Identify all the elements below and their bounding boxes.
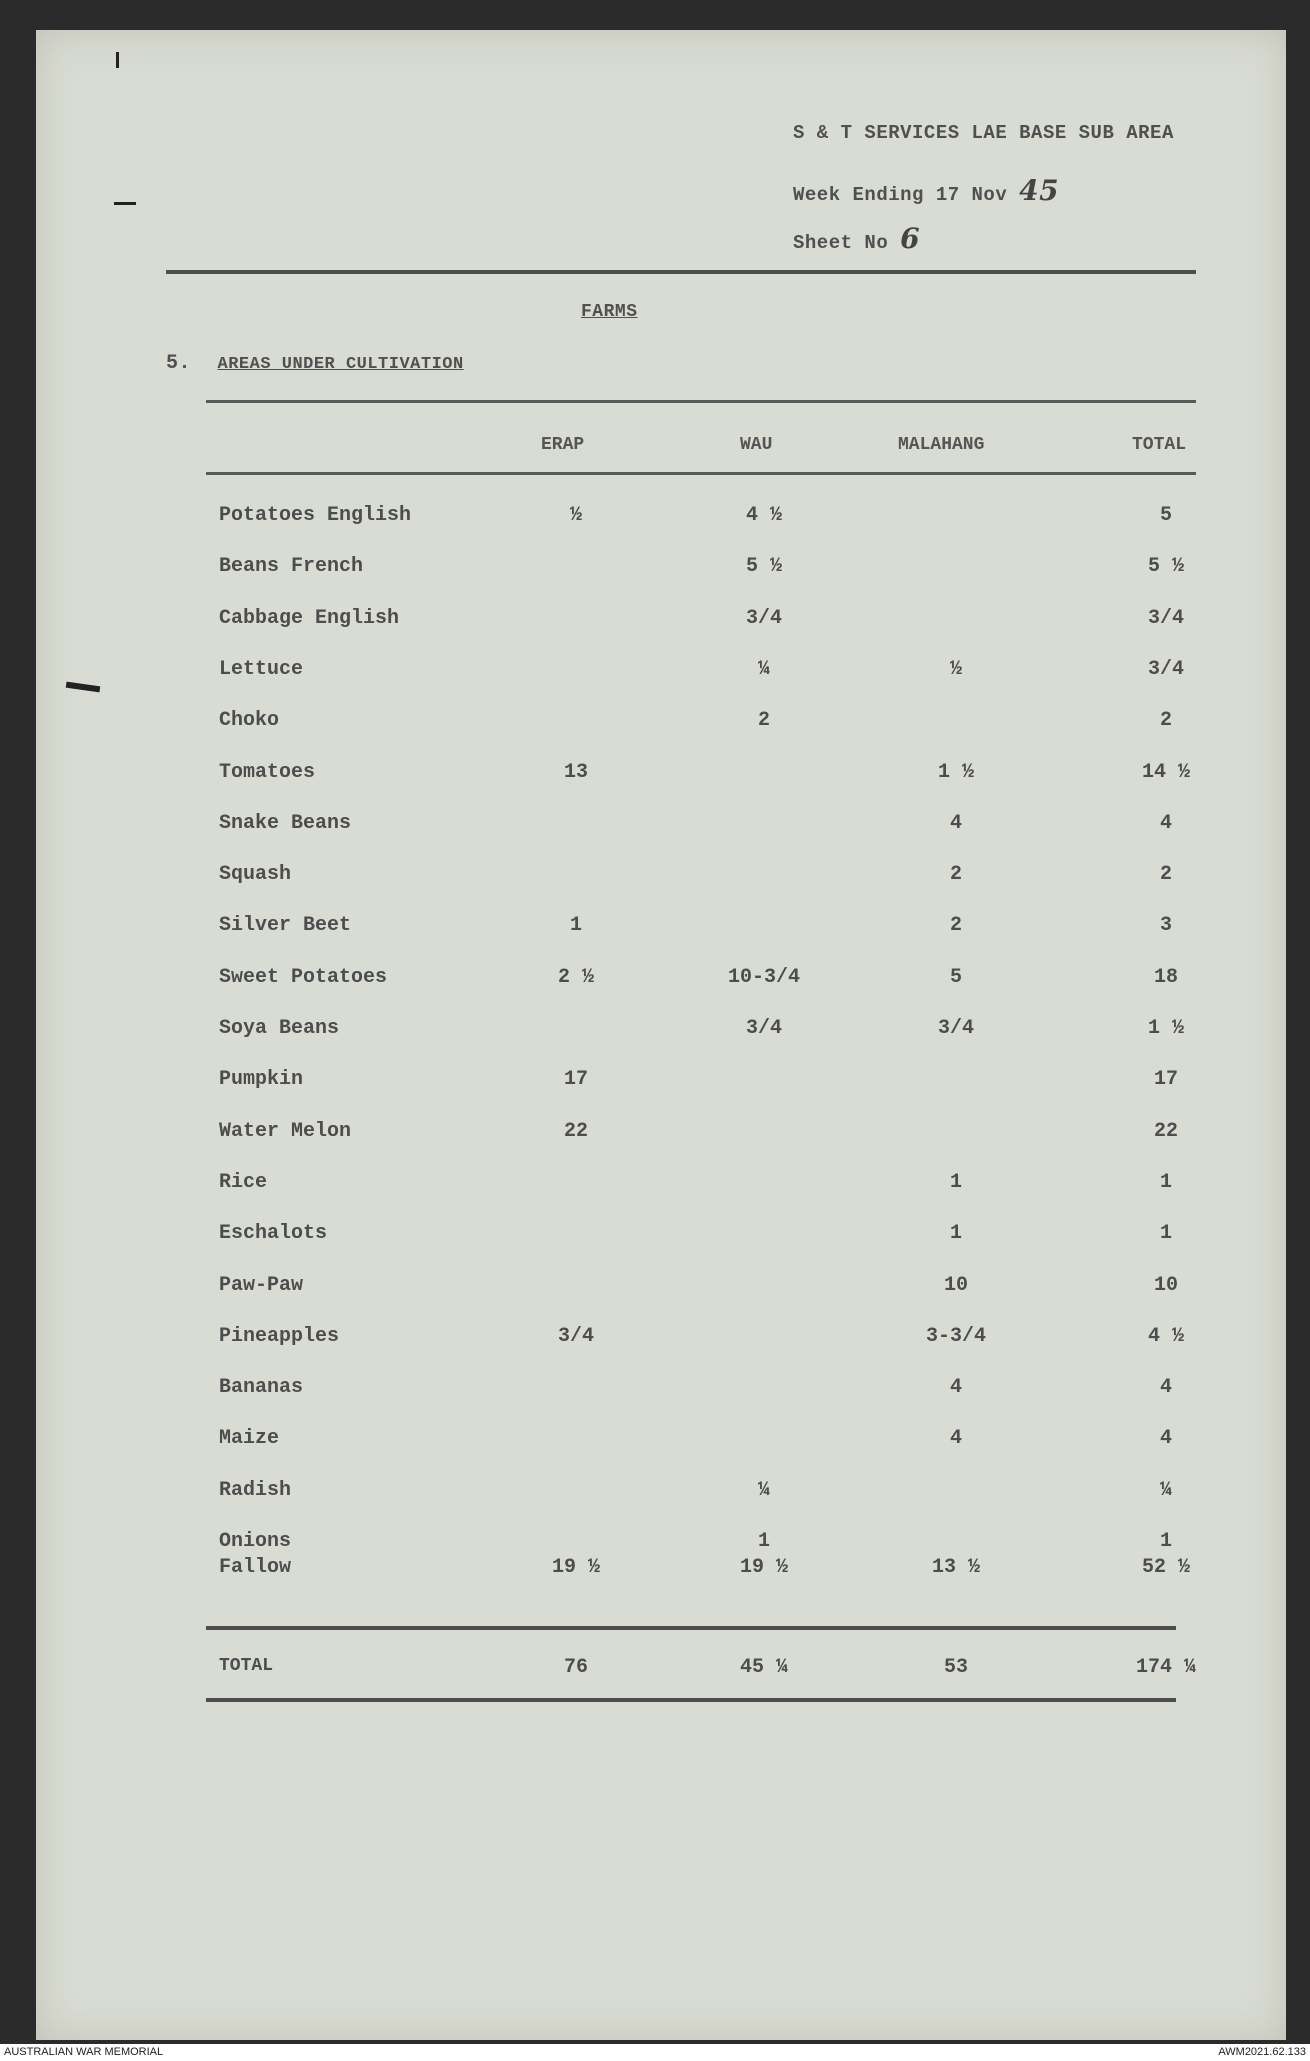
table-row [36,914,1286,950]
cell-malahang: 1 [949,1222,962,1245]
header-rule [166,270,1196,274]
table-row [36,504,1286,540]
column-header-total: TOTAL [1132,435,1187,455]
row-label: TOTAL [219,1656,274,1676]
cell-total: 10 [1153,1274,1178,1297]
table-row [36,607,1286,643]
total-top-rule [206,1626,1176,1630]
table-row [36,1222,1286,1258]
section-title: FARMS [581,302,638,322]
cell-malahang: 53 [943,1656,968,1679]
table-row [36,1017,1286,1053]
cell-erap: 3/4 [557,1325,594,1348]
sheet-label: Sheet No [793,232,889,254]
row-label: Maize [219,1427,280,1450]
table-row [36,1427,1286,1463]
fallow-row [36,1556,1286,1592]
column-header-malahang: MALAHANG [898,435,985,455]
cell-total: 2 [1159,863,1172,886]
row-label: Soya Beans [219,1017,340,1040]
table-row [36,761,1286,797]
cell-total: ¼ [1159,1479,1172,1502]
cell-total: 3/4 [1147,607,1184,630]
row-label: Tomatoes [219,761,316,784]
cell-malahang: ½ [949,658,962,681]
cell-total: 1 [1159,1171,1172,1194]
cell-malahang: 3/4 [937,1017,974,1040]
row-label: Pumpkin [219,1068,304,1091]
cell-total: 5 [1159,504,1172,527]
table-row [36,1479,1286,1515]
cell-wau: 45 ¼ [739,1656,788,1679]
table-row [36,1171,1286,1207]
row-label: Paw-Paw [219,1274,304,1297]
table-header-rule [206,472,1196,475]
row-label: Silver Beet [219,914,352,937]
table-row [36,1325,1286,1361]
cell-malahang: 4 [949,1376,962,1399]
cell-total: 3/4 [1147,658,1184,681]
footer-bar [0,2044,1310,2061]
table-row [36,1376,1286,1412]
cell-total: 14 ½ [1141,761,1190,784]
week-year: 45 [1019,174,1060,207]
cell-total: 18 [1153,966,1178,989]
table-row [36,658,1286,694]
column-header-wau: WAU [740,435,773,455]
cell-wau: 2 [757,709,770,732]
cell-wau: 1 [757,1530,770,1553]
total-row [36,1656,1286,1692]
cell-malahang: 3-3/4 [925,1325,986,1348]
cell-malahang: 10 [943,1274,968,1297]
row-label: Bananas [219,1376,304,1399]
cell-malahang: 5 [949,966,962,989]
cell-total: 52 ½ [1141,1556,1190,1579]
row-label: Snake Beans [219,812,352,835]
cell-malahang: 1 [949,1171,962,1194]
cell-erap: 1 [569,914,582,937]
table-row [36,709,1286,745]
row-label: Pineapples [219,1325,340,1348]
row-label: Fallow [219,1556,292,1579]
column-header-erap: ERAP [541,435,585,455]
cell-total: 4 [1159,812,1172,835]
margin-mark [114,202,136,205]
cell-wau: 5 ½ [745,555,782,578]
cell-erap: 76 [563,1656,588,1679]
cell-total: 4 [1159,1427,1172,1450]
cell-erap: ½ [569,504,582,527]
cell-wau: 3/4 [745,607,782,630]
footer-reference: AWM2021.62.133 [1218,2046,1306,2058]
margin-mark [116,52,119,68]
table-row [36,1068,1286,1104]
cell-total: 174 ¼ [1135,1656,1196,1679]
cell-total: 17 [1153,1068,1178,1091]
unit-heading: S & T SERVICES LAE BASE SUB AREA [793,122,1174,144]
row-label: Potatoes English [219,504,412,527]
total-bottom-rule [206,1698,1176,1702]
footer-source: AUSTRALIAN WAR MEMORIAL [4,2046,164,2058]
row-label: Radish [219,1479,292,1502]
section-number: 5. [166,352,192,375]
cell-total: 3 [1159,914,1172,937]
document-sheet [36,30,1286,2040]
cell-wau: 19 ½ [739,1556,788,1579]
row-label: Onions [219,1530,292,1553]
table-row [36,812,1286,848]
cell-malahang: 1 ½ [937,761,974,784]
cell-malahang: 2 [949,863,962,886]
cell-malahang: 4 [949,1427,962,1450]
row-label: Eschalots [219,1222,328,1245]
cell-total: 4 ½ [1147,1325,1184,1348]
cell-total: 4 [1159,1376,1172,1399]
cell-erap: 19 ½ [551,1556,600,1579]
cell-wau: 10-3/4 [727,966,800,989]
week-ending [793,174,1059,207]
row-label: Beans French [219,555,364,578]
cell-malahang: 13 ½ [931,1556,980,1579]
row-label: Lettuce [219,658,304,681]
table-row [36,863,1286,899]
row-label: Rice [219,1171,268,1194]
cell-total: 1 [1159,1530,1172,1553]
row-label: Choko [219,709,280,732]
section-heading-text: AREAS UNDER CULTIVATION [217,355,464,374]
row-label: Cabbage English [219,607,400,630]
cell-total: 2 [1159,709,1172,732]
sheet-number: 6 [900,222,921,255]
cell-wau: ¼ [757,658,770,681]
cell-wau: 3/4 [745,1017,782,1040]
table-row [36,966,1286,1002]
table-top-rule [206,400,1196,403]
cell-erap: 2 ½ [557,966,594,989]
sheet-number-line [793,222,920,255]
table-row [36,1120,1286,1156]
cell-total: 22 [1153,1120,1178,1143]
table-row [36,555,1286,591]
week-label: Week Ending 17 Nov [793,184,1008,206]
cell-erap: 13 [563,761,588,784]
cell-wau: 4 ½ [745,504,782,527]
cell-wau: ¼ [757,1479,770,1502]
table-row [36,1274,1286,1310]
cell-malahang: 4 [949,812,962,835]
cell-total: 5 ½ [1147,555,1184,578]
cell-total: 1 ½ [1147,1017,1184,1040]
cell-erap: 22 [563,1120,588,1143]
section-heading [166,352,464,375]
cell-malahang: 2 [949,914,962,937]
row-label: Water Melon [219,1120,352,1143]
row-label: Sweet Potatoes [219,966,388,989]
row-label: Squash [219,863,292,886]
cell-erap: 17 [563,1068,588,1091]
cell-total: 1 [1159,1222,1172,1245]
